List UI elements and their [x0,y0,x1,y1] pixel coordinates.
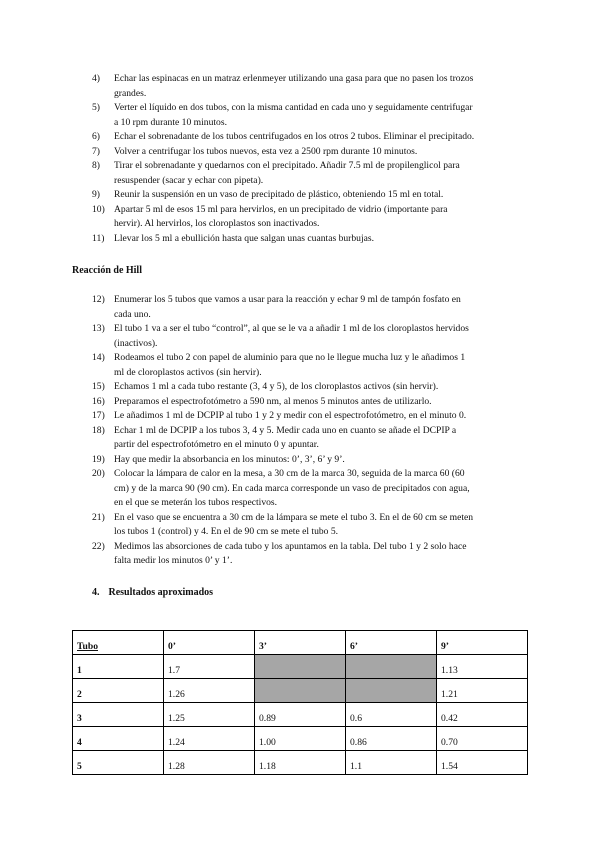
step-number: 8) [92,160,100,171]
table-cell: 1.24 [164,727,255,751]
step-number: 6) [92,131,100,142]
table-cell: 1.7 [164,655,255,679]
table-cell: 0.70 [437,727,528,751]
header-cell: Tubo [73,631,164,655]
table-cell: 1.1 [346,751,437,775]
step-text: cada uno. [114,308,151,320]
table-cell: 0.89 [255,703,346,727]
table-cell: 1.13 [437,655,528,679]
step-text: Reunir la suspensión en un vaso de precipitado de plástico, obteniendo 15 ml en total. [114,189,444,200]
step-number: 15) [92,381,105,392]
step-text: Hay que medir la absorbancia en los minutos: 0’, 3’, 6’ y 9’. [114,453,345,465]
table-cell: 2 [73,679,164,703]
step-number: 14) [92,352,105,363]
header-cell: 9’ [437,631,528,655]
step-number: 5) [92,102,100,113]
results-table [72,630,528,775]
table-row [73,679,528,703]
table-row [73,727,528,751]
step-text: grandes. [114,87,147,99]
step-text: El tubo 1 va a ser el tubo “control”, al que se le va a añadir 1 ml de los cloroplastos hervidos [114,323,469,334]
step-number: 19) [92,453,105,465]
step-text: Rodeamos el tubo 2 con papel de aluminio para que no le llegue mucha luz y le añadimos 1 [114,352,466,363]
step-text: Echar las espinacas en un matraz erlenmeyer utilizando una gasa para que no pasen los trozos [114,73,474,84]
table-cell: 0.42 [437,703,528,727]
section-heading-resultados [92,587,213,598]
step-number: 7) [92,145,100,157]
section-title: Resultados aproximados [108,587,214,598]
step-text: cm) y de la marca 90 (90 cm). En cada marca corresponde un vaso de precipitados con agua, [114,482,470,494]
step-text: en el que se meterán los tubos respectivos. [114,497,278,508]
step-text: falta medir los minutos 0’ y 1’. [114,555,233,566]
step-text: Apartar 5 ml de esos 15 ml para hervirlos, en un precipitado de vidrio (importante para [114,203,448,215]
step-text: Enumerar los 5 tubos que vamos a usar para la reacción y echar 9 ml de tampón fosfato en [114,294,461,305]
table-cell: 1.18 [255,751,346,775]
step-text: Echar 1 ml de DCPIP a los tubos 3, 4 y 5. Medir cada uno en cuanto se añade el DCPIP a [114,424,457,436]
table-cell: 5 [73,751,164,775]
step-number: 9) [92,189,100,200]
table-cell: 1.00 [255,727,346,751]
table-cell: 1.54 [437,751,528,775]
step-text: (inactivos). [114,337,158,349]
step-text: Colocar la lámpara de calor en la mesa, a 30 cm de la marca 30, seguida de la marca 60 (60 [114,468,465,479]
step-text: Echar el sobrenadante de los tubos centrifugados en los otros 2 tubos. Eliminar el precipitado. [114,131,475,142]
step-text: En el vaso que se encuentra a 30 cm de la lámpara se mete el tubo 3. En el de 60 cm se meten [114,511,474,523]
step-number: 21) [92,511,105,523]
step-number: 12) [92,294,105,305]
step-text: Medimos las absorciones de cada tubo y los apuntamos en la tabla. Del tubo 1 y 2 solo hace [114,540,467,552]
table-cell: 0.86 [346,727,437,751]
step-text: ml de cloroplastos activos (sin hervir). [114,366,262,378]
step-text: Volver a centrifugar los tubos nuevos, esta vez a 2500 rpm durante 10 minutos. [114,145,418,157]
table-cell: 1.28 [164,751,255,775]
section-number: 4. [92,587,100,598]
table-row [73,655,528,679]
step-number: 11) [92,232,105,244]
table-cell: 3 [73,703,164,727]
step-text: Tirar el sobrenadante y quedarnos con el precipitado. Añadir 7.5 ml de propilenglicol para [114,160,460,171]
step-number: 20) [92,468,105,479]
table-row [73,751,528,775]
table-cell: 4 [73,727,164,751]
step-number: 13) [92,323,105,334]
step-text: a 10 rpm durante 10 minutos. [114,116,227,128]
step-text: resuspender (sacar y echar con pipeta). [114,174,264,186]
step-number: 16) [92,395,105,407]
header-cell: 6’ [346,631,437,655]
table-cell: 1.25 [164,703,255,727]
table-cell-shaded [346,655,437,679]
table-row [73,703,528,727]
step-text: Verter el líquido en dos tubos, con la misma cantidad en cada uno y seguidamente centrifugar [114,102,473,113]
step-number: 22) [92,540,105,552]
table-cell-shaded [346,679,437,703]
step-text: Llevar los 5 ml a ebullición hasta que salgan unas cuantas burbujas. [114,232,375,244]
header-cell: 3’ [255,631,346,655]
table-cell-shaded [255,679,346,703]
step-text: los tubos 1 (control) y 4. En el de 90 cm se mete el tubo 5. [114,526,339,537]
step-text: partir del espectrofotómetro en el minuto 0 y apuntar. [114,439,319,450]
step-number: 4) [92,73,100,84]
table-cell: 1.21 [437,679,528,703]
step-text: Preparamos el espectrofotómetro a 590 nm, al menos 5 minutos antes de utilizarlo. [114,395,432,407]
step-number: 17) [92,410,105,421]
table-cell: 0.6 [346,703,437,727]
step-text: Le añadimos 1 ml de DCPIP al tubo 1 y 2 y medir con el espectrofotómetro, en el minuto 0. [114,410,467,421]
header-cell: 0’ [164,631,255,655]
table-header-row [73,631,528,655]
table-cell-shaded [255,655,346,679]
table-cell: 1.26 [164,679,255,703]
table-cell: 1 [73,655,164,679]
step-number: 18) [92,424,105,436]
step-text: hervir). Al hervirlos, los cloroplastos son inactivados. [114,218,320,229]
heading-reaccion-de-hill: Reacción de Hill [72,265,142,276]
step-number: 10) [92,203,105,215]
step-text: Echamos 1 ml a cada tubo restante (3, 4 y 5), de los cloroplastos activos (sin hervir). [114,381,439,392]
